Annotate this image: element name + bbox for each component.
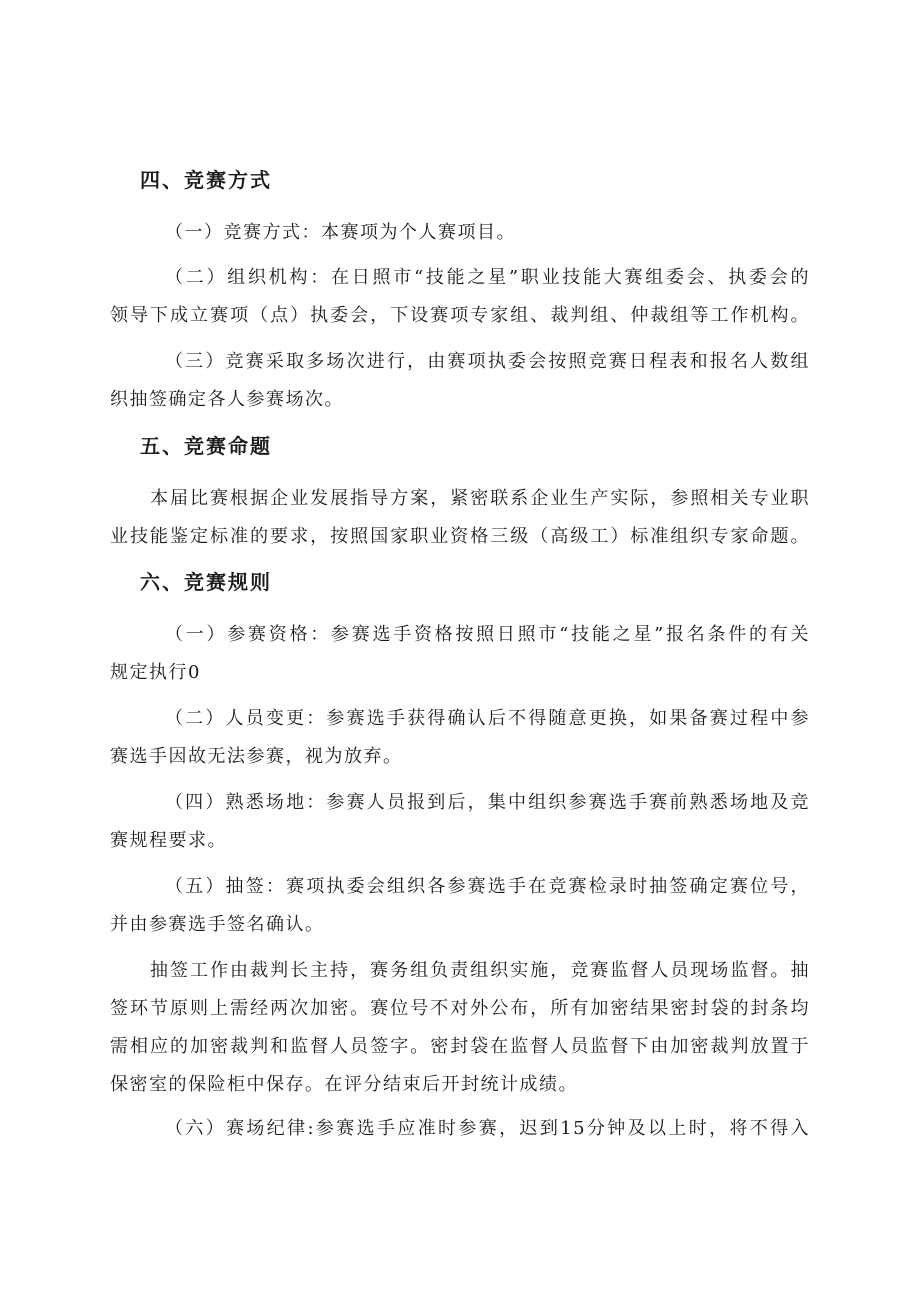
section-6-paragraph-4-line-1: （五）抽签：赛项执委会组织各参赛选手在竞赛检录时抽签确定赛位号， xyxy=(165,876,810,897)
section-4-paragraph-1: （一）竞赛方式：本赛项为个人赛项目。 xyxy=(165,222,516,243)
section-6-heading: 六、竞赛规则 xyxy=(140,570,272,594)
section-5-heading: 五、竞赛命题 xyxy=(140,434,272,458)
section-6-paragraph-5-line-4: 保密室的保险柜中保存。在评分结束后开封统计成绩。 xyxy=(110,1074,578,1095)
section-6-paragraph-5-line-3: 需相应的加密裁判和监督人员签字。密封袋在监督人员监督下由加密裁判放置于 xyxy=(110,1036,810,1057)
section-6-paragraph-6-line-1: （六）赛场纪律:参赛选手应准时参赛，迟到15分钟及以上时，将不得入 xyxy=(165,1118,810,1139)
section-6-paragraph-5-line-2: 签环节原则上需经两次加密。赛位号不对外公布，所有加密结果密封袋的封条均 xyxy=(110,998,810,1019)
section-6-paragraph-1-line-1: （一）参赛资格：参赛选手资格按照日照市“技能之星”报名条件的有关 xyxy=(165,624,810,645)
section-6-paragraph-3-line-2: 赛规程要求。 xyxy=(110,830,227,851)
section-5-paragraph-1-line-1: 本届比赛根据企业发展指导方案，紧密联系企业生产实际，参照相关专业职 xyxy=(150,488,810,509)
section-6-paragraph-1-line-2: 规定执行0 xyxy=(110,662,201,683)
section-6-paragraph-5-line-1: 抽签工作由裁判长主持，赛务组负责组织实施，竞赛监督人员现场监督。抽 xyxy=(150,960,810,981)
section-6-paragraph-4-line-2: 并由参赛选手签名确认。 xyxy=(110,914,325,935)
section-4-paragraph-2-line-1: （二）组织机构：在日照市“技能之星”职业技能大赛组委会、执委会的 xyxy=(165,267,810,288)
section-4-heading: 四、竞赛方式 xyxy=(140,168,272,192)
section-5-paragraph-1-line-2: 业技能鉴定标准的要求，按照国家职业资格三级（高级工）标准组织专家命题。 xyxy=(110,526,810,547)
section-4-paragraph-3-line-2: 织抽签确定各人参赛场次。 xyxy=(110,389,344,410)
section-4-paragraph-2-line-2: 领导下成立赛项（点）执委会，下设赛项专家组、裁判组、仲裁组等工作机构。 xyxy=(110,305,810,326)
section-6-paragraph-2-line-2: 赛选手因故无法参赛，视为放弃。 xyxy=(110,746,403,767)
section-6-paragraph-3-line-1: （四）熟悉场地：参赛人员报到后，集中组织参赛选手赛前熟悉场地及竞 xyxy=(165,792,810,813)
section-4-paragraph-3-line-1: （三）竞赛采取多场次进行，由赛项执委会按照竞赛日程表和报名人数组 xyxy=(165,351,810,372)
section-6-paragraph-2-line-1: （二）人员变更：参赛选手获得确认后不得随意更换，如果备赛过程中参 xyxy=(165,708,810,729)
